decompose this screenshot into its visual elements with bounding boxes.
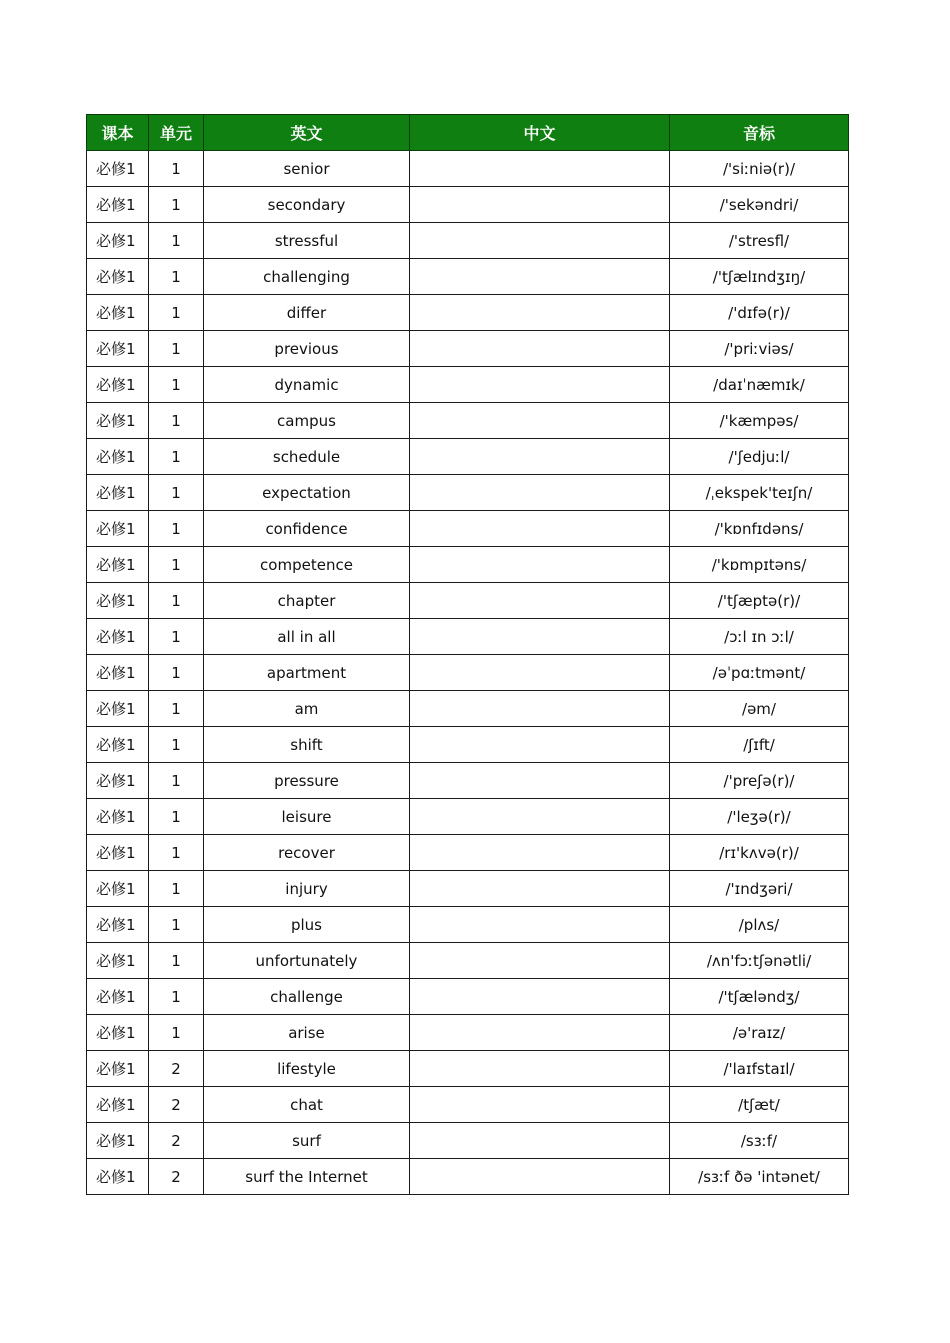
cell-unit: 1	[149, 151, 204, 187]
cell-english: schedule	[204, 439, 410, 475]
cell-chinese	[410, 223, 670, 259]
table-row	[87, 871, 849, 907]
cell-phonetic: /'ʃedjuːl/	[670, 439, 849, 475]
cell-english: competence	[204, 547, 410, 583]
cell-book: 必修1	[87, 943, 149, 979]
cell-unit: 1	[149, 691, 204, 727]
cell-unit: 2	[149, 1087, 204, 1123]
cell-chinese	[410, 403, 670, 439]
cell-chinese	[410, 763, 670, 799]
table-row	[87, 619, 849, 655]
vocabulary-table	[86, 114, 849, 1195]
table-row	[87, 1015, 849, 1051]
cell-chinese	[410, 1087, 670, 1123]
cell-book: 必修1	[87, 583, 149, 619]
cell-book: 必修1	[87, 1123, 149, 1159]
table-row	[87, 439, 849, 475]
cell-phonetic: /əm/	[670, 691, 849, 727]
cell-phonetic: /'kɒmpɪtəns/	[670, 547, 849, 583]
cell-phonetic: /'tʃæləndʒ/	[670, 979, 849, 1015]
header-phonetic: 音标	[670, 115, 849, 151]
cell-book: 必修1	[87, 871, 149, 907]
cell-english: secondary	[204, 187, 410, 223]
table-row	[87, 331, 849, 367]
cell-english: stressful	[204, 223, 410, 259]
cell-book: 必修1	[87, 691, 149, 727]
table-row	[87, 475, 849, 511]
cell-english: shift	[204, 727, 410, 763]
cell-unit: 1	[149, 763, 204, 799]
cell-phonetic: /'stresfl/	[670, 223, 849, 259]
cell-unit: 1	[149, 439, 204, 475]
cell-unit: 1	[149, 943, 204, 979]
cell-unit: 1	[149, 331, 204, 367]
cell-chinese	[410, 295, 670, 331]
cell-phonetic: /ə'raɪz/	[670, 1015, 849, 1051]
cell-english: all in all	[204, 619, 410, 655]
cell-chinese	[410, 331, 670, 367]
cell-book: 必修1	[87, 727, 149, 763]
cell-phonetic: /'preʃə(r)/	[670, 763, 849, 799]
cell-phonetic: /'tʃælɪndʒɪŋ/	[670, 259, 849, 295]
table-row	[87, 367, 849, 403]
cell-book: 必修1	[87, 511, 149, 547]
table-row	[87, 727, 849, 763]
cell-english: challenge	[204, 979, 410, 1015]
table-row	[87, 763, 849, 799]
cell-book: 必修1	[87, 295, 149, 331]
cell-english: pressure	[204, 763, 410, 799]
cell-chinese	[410, 151, 670, 187]
header-unit: 单元	[149, 115, 204, 151]
cell-unit: 1	[149, 979, 204, 1015]
cell-chinese	[410, 871, 670, 907]
cell-chinese	[410, 187, 670, 223]
cell-book: 必修1	[87, 763, 149, 799]
cell-book: 必修1	[87, 1051, 149, 1087]
cell-chinese	[410, 979, 670, 1015]
table-row	[87, 799, 849, 835]
cell-phonetic: /'tʃæptə(r)/	[670, 583, 849, 619]
cell-english: lifestyle	[204, 1051, 410, 1087]
table-row	[87, 691, 849, 727]
cell-english: unfortunately	[204, 943, 410, 979]
cell-english: plus	[204, 907, 410, 943]
cell-english: dynamic	[204, 367, 410, 403]
cell-phonetic: /'kæmpəs/	[670, 403, 849, 439]
cell-english: senior	[204, 151, 410, 187]
cell-unit: 1	[149, 655, 204, 691]
cell-book: 必修1	[87, 619, 149, 655]
cell-english: recover	[204, 835, 410, 871]
cell-chinese	[410, 1159, 670, 1195]
cell-book: 必修1	[87, 547, 149, 583]
table-row	[87, 907, 849, 943]
cell-english: apartment	[204, 655, 410, 691]
cell-chinese	[410, 1123, 670, 1159]
table-row	[87, 979, 849, 1015]
vocabulary-rows	[87, 151, 849, 1195]
table-row	[87, 655, 849, 691]
cell-phonetic: /ɔːl ɪn ɔːl/	[670, 619, 849, 655]
cell-phonetic: /ʌn'fɔːtʃənətli/	[670, 943, 849, 979]
cell-unit: 1	[149, 1015, 204, 1051]
table-row	[87, 223, 849, 259]
table-row	[87, 511, 849, 547]
cell-english: surf the Internet	[204, 1159, 410, 1195]
header-row	[87, 115, 849, 151]
cell-book: 必修1	[87, 1159, 149, 1195]
cell-unit: 1	[149, 295, 204, 331]
cell-chinese	[410, 1051, 670, 1087]
cell-chinese	[410, 619, 670, 655]
cell-phonetic: /'dɪfə(r)/	[670, 295, 849, 331]
cell-book: 必修1	[87, 907, 149, 943]
cell-phonetic: /rɪ'kʌvə(r)/	[670, 835, 849, 871]
cell-unit: 1	[149, 259, 204, 295]
cell-phonetic: /tʃæt/	[670, 1087, 849, 1123]
cell-phonetic: /plʌs/	[670, 907, 849, 943]
cell-english: injury	[204, 871, 410, 907]
table-row	[87, 259, 849, 295]
cell-phonetic: /əˈpɑːtmənt/	[670, 655, 849, 691]
cell-book: 必修1	[87, 223, 149, 259]
cell-phonetic: /sɜːf ðə 'intənet/	[670, 1159, 849, 1195]
cell-book: 必修1	[87, 331, 149, 367]
cell-unit: 2	[149, 1159, 204, 1195]
table-row	[87, 1159, 849, 1195]
cell-phonetic: /ʃɪft/	[670, 727, 849, 763]
table-row	[87, 943, 849, 979]
cell-book: 必修1	[87, 439, 149, 475]
cell-unit: 1	[149, 727, 204, 763]
cell-english: differ	[204, 295, 410, 331]
cell-english: chapter	[204, 583, 410, 619]
cell-book: 必修1	[87, 475, 149, 511]
table-row	[87, 835, 849, 871]
cell-chinese	[410, 511, 670, 547]
cell-unit: 1	[149, 547, 204, 583]
cell-chinese	[410, 367, 670, 403]
cell-chinese	[410, 475, 670, 511]
cell-phonetic: /sɜːf/	[670, 1123, 849, 1159]
cell-english: campus	[204, 403, 410, 439]
cell-phonetic: /'laɪfstaɪl/	[670, 1051, 849, 1087]
cell-phonetic: /'siːniə(r)/	[670, 151, 849, 187]
cell-phonetic: /'kɒnfɪdəns/	[670, 511, 849, 547]
cell-unit: 1	[149, 907, 204, 943]
cell-book: 必修1	[87, 979, 149, 1015]
cell-book: 必修1	[87, 403, 149, 439]
cell-unit: 1	[149, 223, 204, 259]
table-row	[87, 547, 849, 583]
table-row	[87, 295, 849, 331]
cell-unit: 1	[149, 511, 204, 547]
cell-book: 必修1	[87, 1087, 149, 1123]
table-row	[87, 187, 849, 223]
cell-book: 必修1	[87, 799, 149, 835]
cell-chinese	[410, 547, 670, 583]
cell-book: 必修1	[87, 367, 149, 403]
cell-chinese	[410, 259, 670, 295]
cell-english: surf	[204, 1123, 410, 1159]
cell-unit: 1	[149, 799, 204, 835]
cell-chinese	[410, 943, 670, 979]
cell-phonetic: /'ɪndʒəri/	[670, 871, 849, 907]
cell-unit: 1	[149, 187, 204, 223]
cell-chinese	[410, 439, 670, 475]
cell-english: chat	[204, 1087, 410, 1123]
cell-book: 必修1	[87, 1015, 149, 1051]
cell-unit: 1	[149, 403, 204, 439]
cell-unit: 1	[149, 871, 204, 907]
cell-unit: 1	[149, 367, 204, 403]
vocabulary-sheet	[86, 114, 848, 1195]
cell-phonetic: /ˌekspek'teɪʃn/	[670, 475, 849, 511]
cell-book: 必修1	[87, 835, 149, 871]
table-row	[87, 583, 849, 619]
cell-unit: 1	[149, 619, 204, 655]
cell-english: arise	[204, 1015, 410, 1051]
cell-english: previous	[204, 331, 410, 367]
cell-phonetic: /daɪˈnæmɪk/	[670, 367, 849, 403]
cell-english: confidence	[204, 511, 410, 547]
cell-unit: 1	[149, 583, 204, 619]
table-row	[87, 1051, 849, 1087]
cell-book: 必修1	[87, 151, 149, 187]
cell-chinese	[410, 907, 670, 943]
cell-english: expectation	[204, 475, 410, 511]
cell-phonetic: /'leʒə(r)/	[670, 799, 849, 835]
cell-english: leisure	[204, 799, 410, 835]
header-chinese: 中文	[410, 115, 670, 151]
cell-chinese	[410, 1015, 670, 1051]
cell-chinese	[410, 691, 670, 727]
cell-english: am	[204, 691, 410, 727]
cell-unit: 2	[149, 1051, 204, 1087]
cell-english: challenging	[204, 259, 410, 295]
cell-chinese	[410, 727, 670, 763]
cell-phonetic: /'sekəndri/	[670, 187, 849, 223]
cell-book: 必修1	[87, 655, 149, 691]
table-row	[87, 1087, 849, 1123]
header-english: 英文	[204, 115, 410, 151]
cell-chinese	[410, 835, 670, 871]
table-row	[87, 1123, 849, 1159]
cell-unit: 2	[149, 1123, 204, 1159]
cell-book: 必修1	[87, 187, 149, 223]
cell-unit: 1	[149, 475, 204, 511]
header-book: 课本	[87, 115, 149, 151]
cell-unit: 1	[149, 835, 204, 871]
cell-phonetic: /'priːviəs/	[670, 331, 849, 367]
cell-chinese	[410, 655, 670, 691]
table-row	[87, 151, 849, 187]
cell-chinese	[410, 583, 670, 619]
table-row	[87, 403, 849, 439]
cell-book: 必修1	[87, 259, 149, 295]
cell-chinese	[410, 799, 670, 835]
